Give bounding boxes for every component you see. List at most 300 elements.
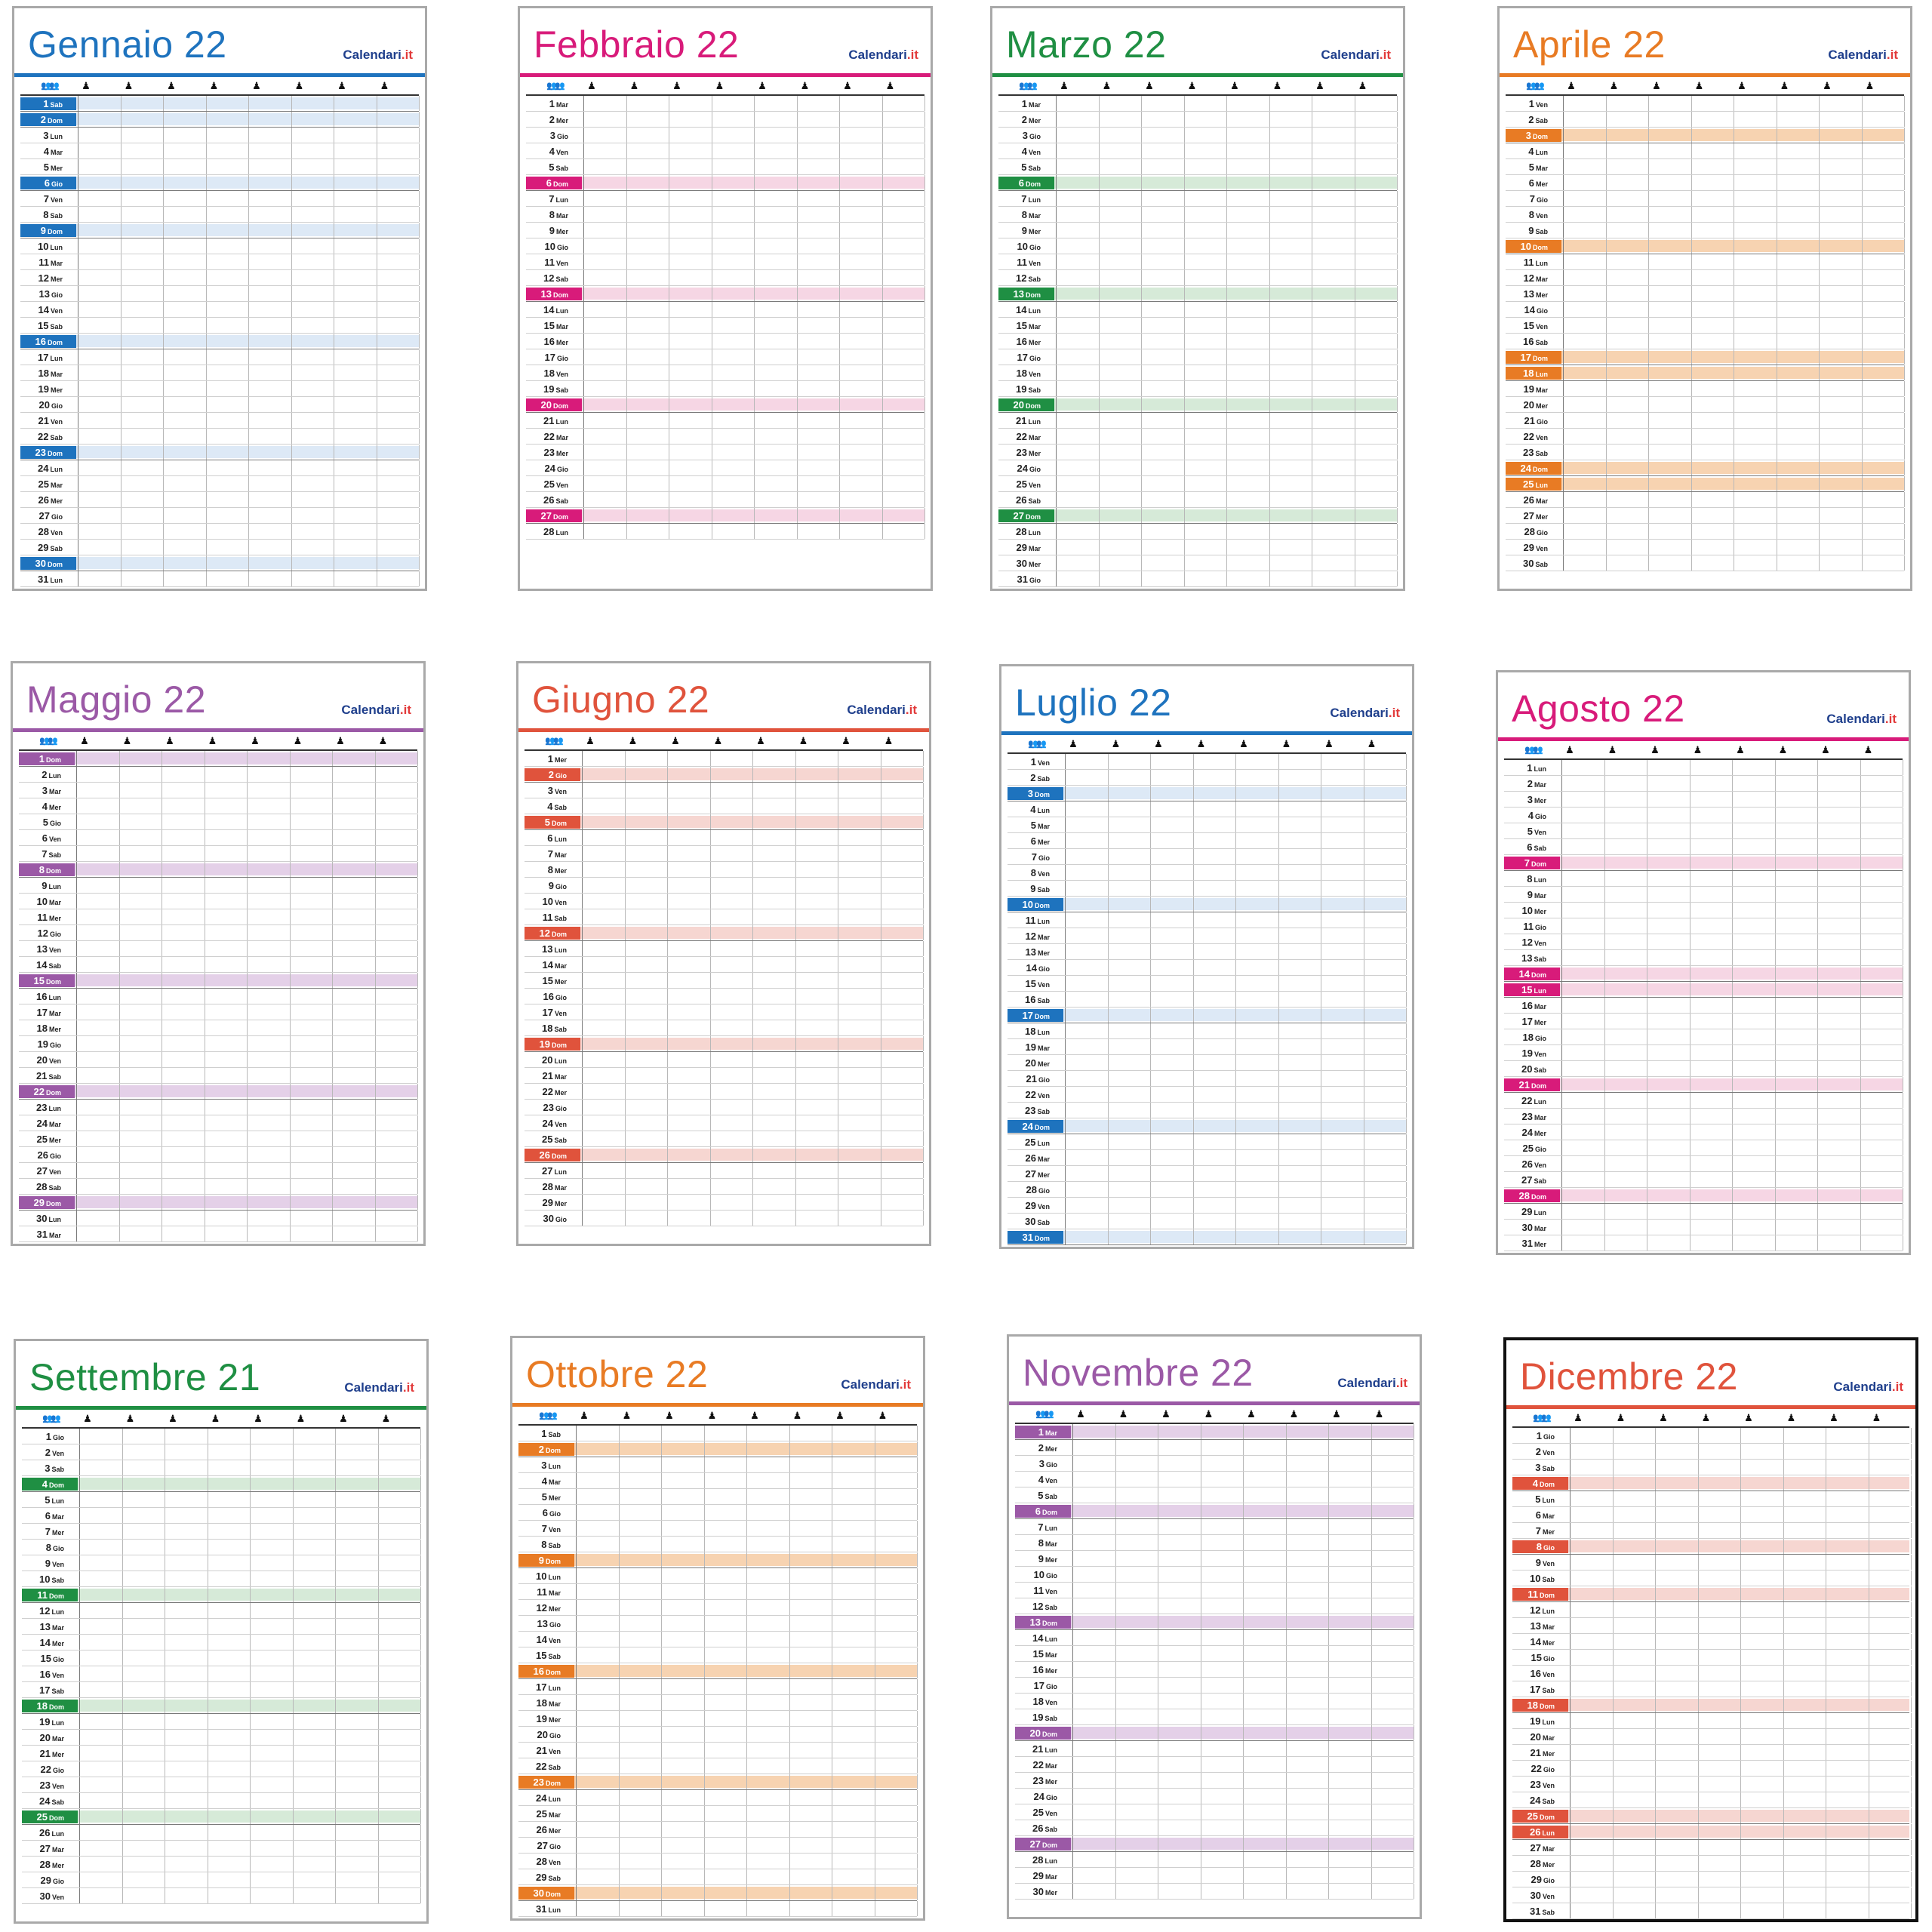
- table-row[interactable]: [22, 1872, 420, 1888]
- table-row[interactable]: [1008, 992, 1406, 1008]
- table-row[interactable]: [518, 1473, 917, 1489]
- table-row[interactable]: [1512, 1602, 1909, 1618]
- table-row[interactable]: [518, 1600, 917, 1616]
- table-row[interactable]: [526, 175, 924, 191]
- table-row[interactable]: [1506, 555, 1904, 571]
- month-page[interactable]: [1007, 1334, 1422, 1919]
- table-row[interactable]: [1008, 849, 1406, 865]
- table-row[interactable]: [1512, 1475, 1909, 1491]
- table-row[interactable]: [525, 1052, 923, 1068]
- table-row[interactable]: [22, 1825, 420, 1841]
- table-row[interactable]: [1506, 397, 1904, 413]
- table-row[interactable]: [998, 223, 1397, 238]
- table-row[interactable]: [1008, 897, 1406, 912]
- table-row[interactable]: [22, 1746, 420, 1761]
- table-row[interactable]: [1504, 823, 1903, 839]
- table-row[interactable]: [998, 492, 1397, 508]
- table-row[interactable]: [518, 1869, 917, 1885]
- table-row[interactable]: [1015, 1503, 1414, 1519]
- table-row[interactable]: [526, 270, 924, 286]
- table-row[interactable]: [1015, 1583, 1414, 1598]
- table-row[interactable]: [526, 334, 924, 349]
- table-row[interactable]: [518, 1441, 917, 1457]
- table-row[interactable]: [19, 878, 417, 894]
- table-row[interactable]: [998, 254, 1397, 270]
- table-row[interactable]: [1504, 966, 1903, 982]
- table-row[interactable]: [525, 1131, 923, 1147]
- table-row[interactable]: [20, 508, 419, 524]
- table-row[interactable]: [525, 1147, 923, 1163]
- table-row[interactable]: [1008, 1103, 1406, 1118]
- table-row[interactable]: [518, 1822, 917, 1838]
- table-row[interactable]: [525, 878, 923, 894]
- table-row[interactable]: [20, 365, 419, 381]
- table-row[interactable]: [518, 1426, 917, 1441]
- table-row[interactable]: [22, 1444, 420, 1460]
- table-row[interactable]: [22, 1857, 420, 1872]
- table-row[interactable]: [22, 1603, 420, 1619]
- table-row[interactable]: [19, 989, 417, 1004]
- table-row[interactable]: [19, 1036, 417, 1052]
- table-row[interactable]: [22, 1666, 420, 1682]
- table-row[interactable]: [1015, 1868, 1414, 1884]
- table-row[interactable]: [518, 1537, 917, 1552]
- table-row[interactable]: [998, 365, 1397, 381]
- table-row[interactable]: [998, 302, 1397, 318]
- table-row[interactable]: [1506, 159, 1904, 175]
- table-row[interactable]: [1015, 1725, 1414, 1741]
- table-row[interactable]: [1512, 1824, 1909, 1840]
- table-row[interactable]: [1008, 1198, 1406, 1214]
- table-row[interactable]: [1008, 1087, 1406, 1103]
- table-row[interactable]: [998, 508, 1397, 524]
- table-row[interactable]: [1506, 191, 1904, 207]
- table-row[interactable]: [518, 1727, 917, 1743]
- table-row[interactable]: [526, 429, 924, 445]
- table-row[interactable]: [1015, 1630, 1414, 1646]
- table-row[interactable]: [20, 238, 419, 254]
- table-row[interactable]: [1015, 1535, 1414, 1551]
- table-row[interactable]: [526, 238, 924, 254]
- table-row[interactable]: [526, 460, 924, 476]
- table-row[interactable]: [20, 555, 419, 571]
- table-row[interactable]: [1008, 754, 1406, 770]
- table-row[interactable]: [1512, 1586, 1909, 1602]
- month-page[interactable]: [510, 1336, 925, 1921]
- table-row[interactable]: [20, 302, 419, 318]
- table-row[interactable]: [1015, 1852, 1414, 1868]
- table-row[interactable]: [1008, 1055, 1406, 1071]
- table-row[interactable]: [1008, 1118, 1406, 1134]
- table-row[interactable]: [1512, 1729, 1909, 1745]
- table-row[interactable]: [19, 1226, 417, 1242]
- table-row[interactable]: [22, 1841, 420, 1857]
- table-row[interactable]: [1015, 1598, 1414, 1614]
- table-row[interactable]: [518, 1632, 917, 1647]
- table-row[interactable]: [525, 862, 923, 878]
- table-row[interactable]: [1512, 1523, 1909, 1539]
- table-row[interactable]: [525, 1115, 923, 1131]
- month-page[interactable]: [1496, 670, 1911, 1255]
- table-row[interactable]: [1506, 112, 1904, 128]
- month-page[interactable]: [516, 661, 931, 1246]
- table-row[interactable]: [1015, 1472, 1414, 1487]
- table-row[interactable]: [518, 1647, 917, 1663]
- table-row[interactable]: [22, 1777, 420, 1793]
- table-row[interactable]: [20, 413, 419, 429]
- table-row[interactable]: [1512, 1872, 1909, 1887]
- table-row[interactable]: [1506, 302, 1904, 318]
- table-row[interactable]: [518, 1743, 917, 1758]
- table-row[interactable]: [518, 1854, 917, 1869]
- table-row[interactable]: [22, 1698, 420, 1714]
- table-row[interactable]: [1512, 1634, 1909, 1650]
- table-row[interactable]: [1512, 1808, 1909, 1824]
- table-row[interactable]: [518, 1774, 917, 1790]
- table-row[interactable]: [20, 223, 419, 238]
- month-page[interactable]: [518, 6, 933, 591]
- table-row[interactable]: [1008, 1229, 1406, 1245]
- month-page[interactable]: [1503, 1337, 1918, 1922]
- table-row[interactable]: [526, 318, 924, 334]
- table-row[interactable]: [525, 1084, 923, 1100]
- table-row[interactable]: [1008, 833, 1406, 849]
- month-page[interactable]: [990, 6, 1405, 591]
- table-row[interactable]: [1504, 1109, 1903, 1124]
- table-row[interactable]: [998, 429, 1397, 445]
- table-row[interactable]: [526, 143, 924, 159]
- table-row[interactable]: [526, 508, 924, 524]
- table-row[interactable]: [1504, 1061, 1903, 1077]
- table-row[interactable]: [1504, 1156, 1903, 1172]
- table-row[interactable]: [998, 191, 1397, 207]
- table-row[interactable]: [526, 254, 924, 270]
- table-row[interactable]: [1504, 934, 1903, 950]
- table-row[interactable]: [518, 1695, 917, 1711]
- table-row[interactable]: [525, 814, 923, 830]
- table-row[interactable]: [1504, 1220, 1903, 1235]
- table-row[interactable]: [998, 207, 1397, 223]
- table-row[interactable]: [1015, 1646, 1414, 1662]
- table-row[interactable]: [1512, 1856, 1909, 1872]
- table-row[interactable]: [20, 540, 419, 555]
- table-row[interactable]: [1008, 1008, 1406, 1023]
- table-row[interactable]: [526, 191, 924, 207]
- table-row[interactable]: [1015, 1694, 1414, 1709]
- table-row[interactable]: [1504, 998, 1903, 1014]
- table-row[interactable]: [20, 349, 419, 365]
- table-row[interactable]: [1008, 1039, 1406, 1055]
- table-row[interactable]: [1015, 1709, 1414, 1725]
- table-row[interactable]: [1015, 1456, 1414, 1472]
- table-row[interactable]: [22, 1761, 420, 1777]
- table-row[interactable]: [518, 1616, 917, 1632]
- table-row[interactable]: [526, 223, 924, 238]
- table-row[interactable]: [518, 1711, 917, 1727]
- table-row[interactable]: [1504, 1045, 1903, 1061]
- table-row[interactable]: [1008, 960, 1406, 976]
- table-row[interactable]: [1015, 1789, 1414, 1804]
- table-row[interactable]: [20, 143, 419, 159]
- table-row[interactable]: [998, 381, 1397, 397]
- table-row[interactable]: [525, 830, 923, 846]
- table-row[interactable]: [518, 1901, 917, 1917]
- table-row[interactable]: [1512, 1555, 1909, 1571]
- table-row[interactable]: [1015, 1804, 1414, 1820]
- table-row[interactable]: [526, 476, 924, 492]
- table-row[interactable]: [998, 175, 1397, 191]
- table-row[interactable]: [20, 159, 419, 175]
- table-row[interactable]: [1504, 903, 1903, 918]
- table-row[interactable]: [525, 1179, 923, 1195]
- table-row[interactable]: [998, 128, 1397, 143]
- table-row[interactable]: [525, 957, 923, 973]
- table-row[interactable]: [22, 1492, 420, 1508]
- table-row[interactable]: [1504, 1124, 1903, 1140]
- table-row[interactable]: [19, 846, 417, 862]
- table-row[interactable]: [20, 381, 419, 397]
- table-row[interactable]: [526, 365, 924, 381]
- table-row[interactable]: [1506, 445, 1904, 460]
- table-row[interactable]: [1506, 460, 1904, 476]
- table-row[interactable]: [518, 1521, 917, 1537]
- table-row[interactable]: [1504, 1093, 1903, 1109]
- table-row[interactable]: [20, 286, 419, 302]
- table-row[interactable]: [1015, 1519, 1414, 1535]
- table-row[interactable]: [1008, 865, 1406, 881]
- month-page[interactable]: [12, 6, 427, 591]
- table-row[interactable]: [1506, 270, 1904, 286]
- table-row[interactable]: [1512, 1539, 1909, 1555]
- table-row[interactable]: [22, 1809, 420, 1825]
- table-row[interactable]: [998, 159, 1397, 175]
- table-row[interactable]: [19, 941, 417, 957]
- table-row[interactable]: [526, 445, 924, 460]
- table-row[interactable]: [20, 191, 419, 207]
- table-row[interactable]: [19, 767, 417, 783]
- table-row[interactable]: [1512, 1666, 1909, 1681]
- table-row[interactable]: [22, 1651, 420, 1666]
- table-row[interactable]: [998, 143, 1397, 159]
- table-row[interactable]: [1506, 476, 1904, 492]
- table-row[interactable]: [20, 476, 419, 492]
- table-row[interactable]: [1015, 1662, 1414, 1678]
- table-row[interactable]: [526, 207, 924, 223]
- table-row[interactable]: [22, 1888, 420, 1904]
- table-row[interactable]: [1015, 1567, 1414, 1583]
- table-row[interactable]: [1008, 928, 1406, 944]
- table-row[interactable]: [1506, 207, 1904, 223]
- table-row[interactable]: [1008, 817, 1406, 833]
- table-row[interactable]: [1015, 1757, 1414, 1773]
- table-row[interactable]: [22, 1555, 420, 1571]
- table-row[interactable]: [526, 286, 924, 302]
- table-row[interactable]: [1008, 786, 1406, 801]
- table-row[interactable]: [1512, 1697, 1909, 1713]
- table-row[interactable]: [525, 1211, 923, 1226]
- table-row[interactable]: [1008, 1150, 1406, 1166]
- table-row[interactable]: [518, 1838, 917, 1854]
- table-row[interactable]: [20, 128, 419, 143]
- table-row[interactable]: [22, 1730, 420, 1746]
- table-row[interactable]: [1008, 912, 1406, 928]
- table-row[interactable]: [22, 1476, 420, 1492]
- table-row[interactable]: [526, 492, 924, 508]
- table-row[interactable]: [1504, 1235, 1903, 1251]
- table-row[interactable]: [20, 524, 419, 540]
- table-row[interactable]: [1015, 1820, 1414, 1836]
- table-row[interactable]: [525, 1020, 923, 1036]
- month-page[interactable]: [999, 664, 1414, 1249]
- table-row[interactable]: [998, 571, 1397, 587]
- table-row[interactable]: [1506, 365, 1904, 381]
- table-row[interactable]: [19, 1004, 417, 1020]
- table-row[interactable]: [1008, 881, 1406, 897]
- table-row[interactable]: [20, 318, 419, 334]
- table-row[interactable]: [1015, 1741, 1414, 1757]
- table-row[interactable]: [526, 159, 924, 175]
- table-row[interactable]: [19, 814, 417, 830]
- table-row[interactable]: [525, 1004, 923, 1020]
- month-page[interactable]: [11, 661, 426, 1246]
- table-row[interactable]: [19, 894, 417, 909]
- table-row[interactable]: [19, 925, 417, 941]
- table-row[interactable]: [1512, 1761, 1909, 1777]
- table-row[interactable]: [1504, 855, 1903, 871]
- table-row[interactable]: [1008, 770, 1406, 786]
- table-row[interactable]: [1512, 1491, 1909, 1507]
- table-row[interactable]: [525, 973, 923, 989]
- table-row[interactable]: [1506, 349, 1904, 365]
- table-row[interactable]: [22, 1540, 420, 1555]
- table-row[interactable]: [998, 540, 1397, 555]
- table-row[interactable]: [1504, 887, 1903, 903]
- table-row[interactable]: [998, 445, 1397, 460]
- table-row[interactable]: [526, 413, 924, 429]
- table-row[interactable]: [1512, 1887, 1909, 1903]
- table-row[interactable]: [1512, 1681, 1909, 1697]
- month-page[interactable]: [14, 1339, 429, 1924]
- table-row[interactable]: [22, 1460, 420, 1476]
- table-row[interactable]: [1504, 1140, 1903, 1156]
- table-row[interactable]: [1015, 1773, 1414, 1789]
- table-row[interactable]: [525, 783, 923, 798]
- table-row[interactable]: [998, 397, 1397, 413]
- table-row[interactable]: [1512, 1745, 1909, 1761]
- table-row[interactable]: [1015, 1440, 1414, 1456]
- table-row[interactable]: [1504, 792, 1903, 808]
- table-row[interactable]: [1512, 1840, 1909, 1856]
- table-row[interactable]: [1506, 429, 1904, 445]
- table-row[interactable]: [22, 1635, 420, 1651]
- table-row[interactable]: [20, 96, 419, 112]
- table-row[interactable]: [1506, 238, 1904, 254]
- table-row[interactable]: [20, 429, 419, 445]
- table-row[interactable]: [1512, 1428, 1909, 1444]
- table-row[interactable]: [1506, 175, 1904, 191]
- table-row[interactable]: [526, 381, 924, 397]
- table-row[interactable]: [19, 1179, 417, 1195]
- table-row[interactable]: [19, 1084, 417, 1100]
- table-row[interactable]: [1504, 808, 1903, 823]
- table-row[interactable]: [19, 862, 417, 878]
- table-row[interactable]: [525, 1163, 923, 1179]
- table-row[interactable]: [1015, 1614, 1414, 1630]
- table-row[interactable]: [1504, 982, 1903, 998]
- table-row[interactable]: [1008, 1182, 1406, 1198]
- table-row[interactable]: [1504, 776, 1903, 792]
- table-row[interactable]: [1008, 976, 1406, 992]
- table-row[interactable]: [19, 830, 417, 846]
- table-row[interactable]: [22, 1619, 420, 1635]
- table-row[interactable]: [525, 1068, 923, 1084]
- table-row[interactable]: [998, 334, 1397, 349]
- table-row[interactable]: [22, 1508, 420, 1524]
- table-row[interactable]: [526, 349, 924, 365]
- table-row[interactable]: [20, 571, 419, 587]
- table-row[interactable]: [525, 751, 923, 767]
- table-row[interactable]: [998, 524, 1397, 540]
- table-row[interactable]: [1504, 1077, 1903, 1093]
- table-row[interactable]: [1015, 1424, 1414, 1440]
- table-row[interactable]: [518, 1584, 917, 1600]
- table-row[interactable]: [22, 1524, 420, 1540]
- table-row[interactable]: [1506, 413, 1904, 429]
- table-row[interactable]: [22, 1571, 420, 1587]
- table-row[interactable]: [1008, 944, 1406, 960]
- table-row[interactable]: [20, 397, 419, 413]
- table-row[interactable]: [525, 1100, 923, 1115]
- table-row[interactable]: [1008, 1166, 1406, 1182]
- table-row[interactable]: [525, 1036, 923, 1052]
- table-row[interactable]: [22, 1682, 420, 1698]
- table-row[interactable]: [19, 1195, 417, 1211]
- table-row[interactable]: [1512, 1713, 1909, 1729]
- table-row[interactable]: [998, 318, 1397, 334]
- table-row[interactable]: [19, 798, 417, 814]
- table-row[interactable]: [1506, 286, 1904, 302]
- table-row[interactable]: [518, 1489, 917, 1505]
- table-row[interactable]: [1504, 760, 1903, 776]
- table-row[interactable]: [1504, 1029, 1903, 1045]
- table-row[interactable]: [1506, 254, 1904, 270]
- table-row[interactable]: [518, 1679, 917, 1695]
- table-row[interactable]: [1506, 318, 1904, 334]
- table-row[interactable]: [1008, 801, 1406, 817]
- table-row[interactable]: [19, 1100, 417, 1115]
- table-row[interactable]: [1008, 1214, 1406, 1229]
- table-row[interactable]: [518, 1457, 917, 1473]
- table-row[interactable]: [1015, 1836, 1414, 1852]
- table-row[interactable]: [998, 270, 1397, 286]
- table-row[interactable]: [518, 1663, 917, 1679]
- table-row[interactable]: [20, 445, 419, 460]
- table-row[interactable]: [19, 1131, 417, 1147]
- table-row[interactable]: [998, 238, 1397, 254]
- table-row[interactable]: [1506, 381, 1904, 397]
- table-row[interactable]: [1512, 1618, 1909, 1634]
- table-row[interactable]: [998, 476, 1397, 492]
- table-row[interactable]: [998, 286, 1397, 302]
- table-row[interactable]: [20, 492, 419, 508]
- table-row[interactable]: [526, 524, 924, 540]
- table-row[interactable]: [525, 846, 923, 862]
- table-row[interactable]: [526, 96, 924, 112]
- table-row[interactable]: [518, 1806, 917, 1822]
- table-row[interactable]: [1512, 1777, 1909, 1792]
- table-row[interactable]: [525, 767, 923, 783]
- table-row[interactable]: [1512, 1650, 1909, 1666]
